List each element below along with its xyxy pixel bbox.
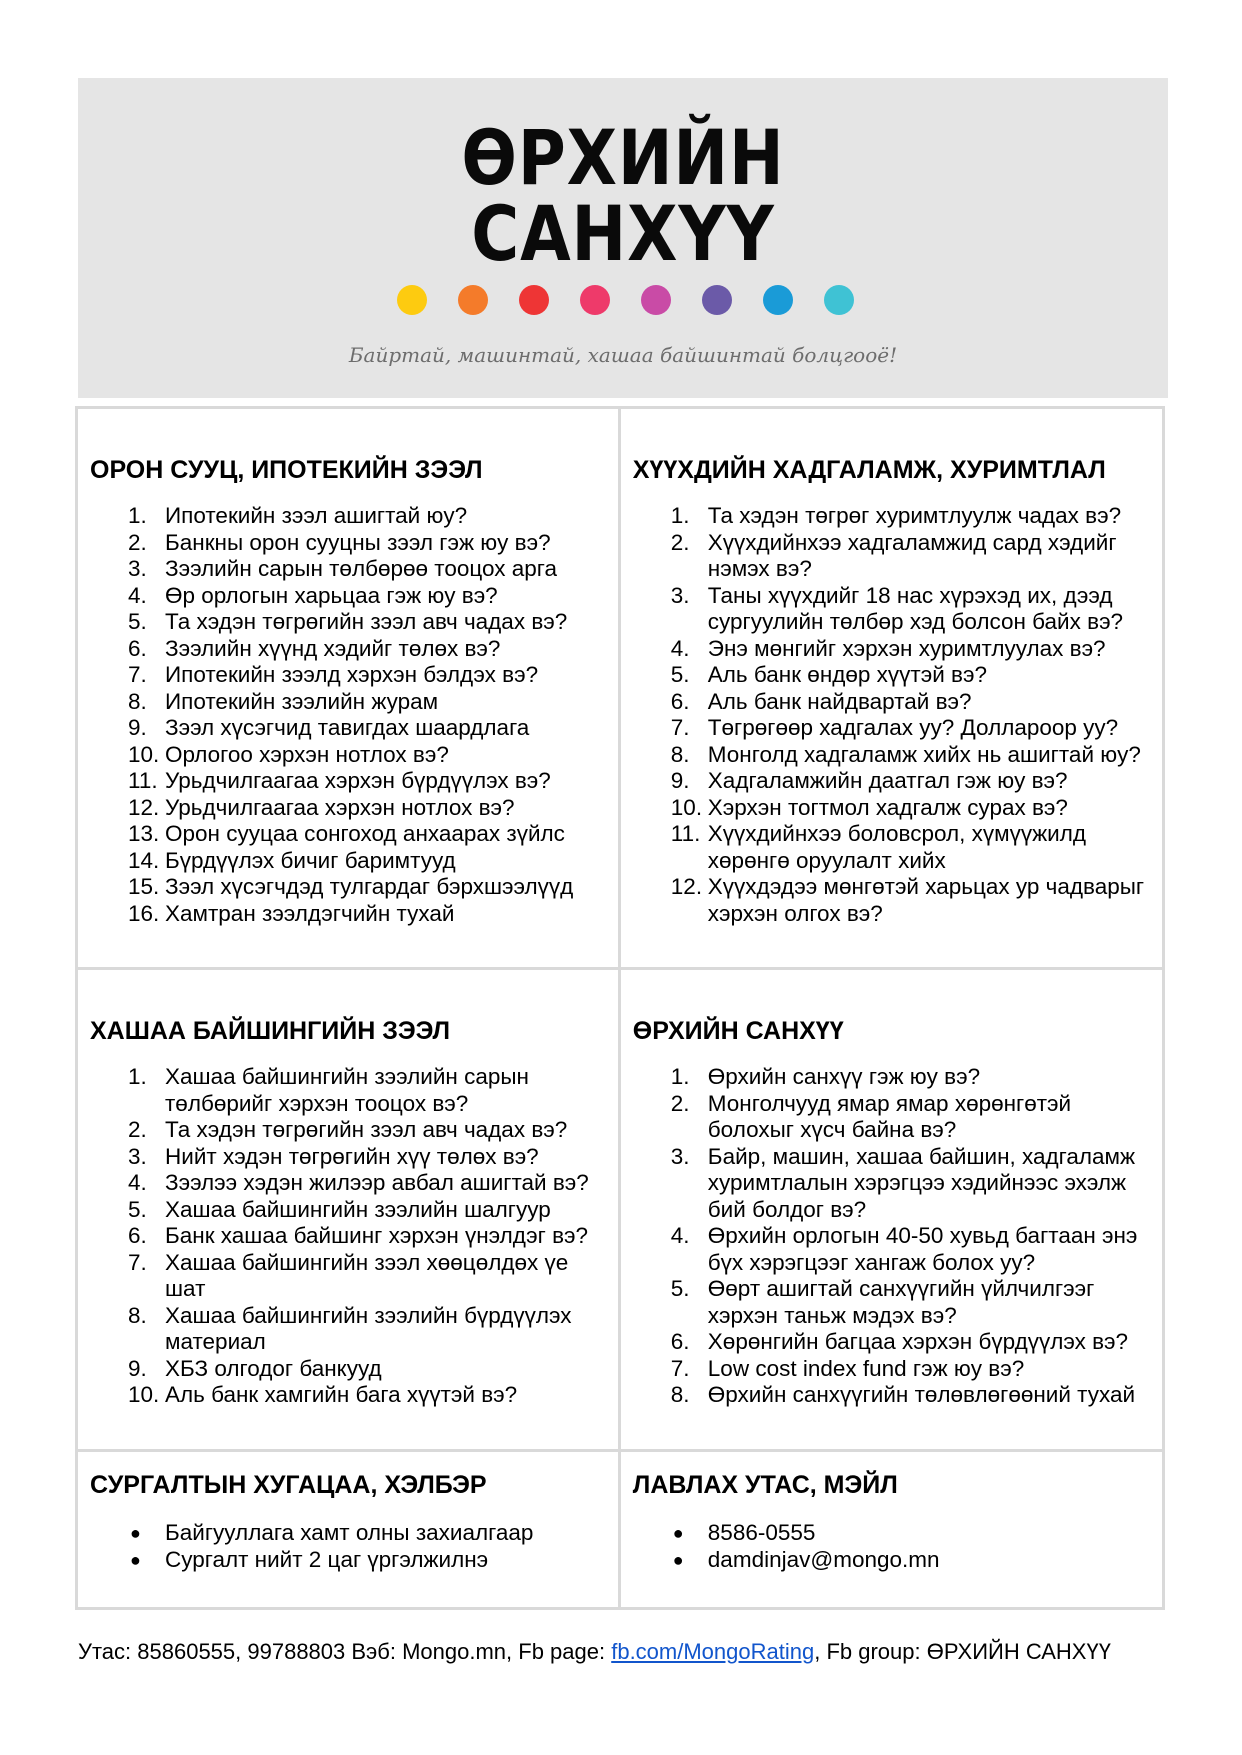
list-item-number: 4. (670, 1223, 690, 1248)
color-dots (78, 285, 1168, 315)
list-item (633, 821, 1150, 874)
bullet-item-text: Байгууллага хамт олны захиалгаар (165, 1520, 534, 1545)
list-item-number: 2. (670, 529, 690, 555)
list-item-text: Төгрөгөөр хадгалах уу? Доллароор уу? (707, 715, 1119, 740)
list-item-text: Монголчууд ямар ямар хөрөнгөтэй болохыг хүсч байна вэ? (707, 1090, 1072, 1142)
list-item-text: Та хэдэн төгрөгийн зээл авч чадах вэ? (165, 609, 568, 634)
dot-icon (702, 285, 732, 315)
list-item (90, 1303, 606, 1356)
footer-group-text: , Fb group: ӨРХИЙН САНХҮҮ (814, 1639, 1111, 1664)
list-item-number: 11. (670, 821, 701, 846)
section-title: ЛАВЛАХ УТАС, МЭЙЛ (632, 1471, 898, 1499)
list-item-number: 6. (670, 688, 690, 714)
dot-icon (641, 285, 671, 315)
section-title: ХҮҮХДИЙН ХАДГАЛАМЖ, ХУРИМТЛАЛ (632, 456, 1106, 484)
list-item-number: 4. (128, 1170, 147, 1195)
list-item-text: Өр орлогын харьцаа гэж юу вэ? (165, 582, 498, 608)
list-item-text: Хашаа байшингийн зээлийн сарын төлбөрийг хэрхэн тооцох вэ? (165, 1064, 529, 1116)
section-cell (77, 1451, 620, 1609)
list-item-number: 9. (670, 768, 690, 793)
question-list (633, 503, 1150, 927)
list-item (633, 1064, 1150, 1091)
list-item-number: 1. (670, 1064, 690, 1089)
list-item (90, 556, 606, 583)
logo-title-line1: ӨРХИЙН (461, 113, 785, 202)
list-item (633, 662, 1150, 689)
footer-contact-text: Утас: 85860555, 99788803 Вэб: Mongo.mn, Fb page: (78, 1639, 612, 1664)
list-item-text: Хэрхэн тогтмол хадгалж сурах вэ? (707, 794, 1068, 820)
list-item-number: 5. (128, 609, 147, 634)
list-item (90, 768, 606, 795)
list-item-number: 1. (128, 503, 147, 528)
list-item-number: 8. (670, 1382, 690, 1407)
list-item (633, 874, 1150, 927)
bullet-list (633, 1520, 1150, 1573)
list-item-text: Байр, машин, хашаа байшин, хадгаламж хуримтлалын хэрэгцээ хэдийнээс эхэлж бий болдог вэ? (707, 1143, 1136, 1222)
list-item-number: 2. (128, 1117, 147, 1142)
list-item-text: Нийт хэдэн төгрөгийн хүү төлөх вэ? (165, 1143, 539, 1169)
bullet-icon: ● (672, 1549, 684, 1570)
list-item (633, 636, 1150, 663)
bullet-icon: ● (672, 1523, 684, 1543)
list-item-text: Хамтран зээлдэгчийн тухай (165, 900, 455, 926)
list-item-text: Ипотекийн зээлийн журам (165, 688, 439, 714)
list-item (90, 1356, 606, 1383)
dot-icon (824, 285, 854, 315)
list-item-number: 7. (128, 662, 147, 687)
list-item-number: 10. (670, 794, 703, 820)
list-item-text: ХБЗ олгодог банкууд (165, 1355, 382, 1381)
dot-icon (763, 285, 793, 315)
list-item (633, 583, 1150, 636)
list-item-number: 10. (128, 741, 160, 767)
list-item (633, 1091, 1150, 1144)
list-item-number: 8. (670, 741, 690, 767)
list-item-number: 3. (128, 1143, 147, 1169)
bullet-item (633, 1547, 1150, 1574)
list-item-number: 2. (128, 529, 147, 555)
list-item (90, 636, 606, 663)
list-item-number: 5. (670, 1276, 690, 1301)
list-item (633, 715, 1150, 742)
logo-title-line2: САНХҮҮ (471, 189, 775, 278)
list-item-text: Банк хашаа байшинг хэрхэн үнэлдэг вэ? (165, 1223, 589, 1248)
list-item (633, 1276, 1150, 1329)
list-item-text: Хашаа байшингийн зээлийн бүрдүүлэх материал (165, 1302, 572, 1354)
list-item-text: Хүүхдэдээ мөнгөтэй харьцах ур чадварыг хэрхэн олгох вэ? (707, 874, 1145, 926)
list-item-text: Орон сууцаа сонгоход анхаарах зүйлс (165, 821, 565, 846)
list-item-text: Зээлийн хүүнд хэдийг төлөх вэ? (165, 635, 501, 661)
list-item-text: Хашаа байшингийн зээлийн шалгуур (165, 1196, 551, 1222)
list-item-text: Ипотекийн зээлд хэрхэн бэлдэх вэ? (165, 662, 539, 687)
list-item-number: 7. (670, 715, 690, 740)
list-item (90, 1117, 606, 1144)
list-item-number: 2. (670, 1090, 690, 1116)
section-title: ӨРХИЙН САНХҮҮ (632, 1017, 844, 1045)
list-item-text: Аль банк хамгийн бага хүүтэй вэ? (165, 1382, 518, 1407)
list-item-text: Хүүхдийнхээ хадгаламжид сард хэдийг нэмэх вэ? (707, 529, 1117, 581)
list-item-text: Монголд хадгаламж хийх нь ашигтай юу? (707, 741, 1141, 767)
footer (78, 1639, 1111, 1665)
list-item (633, 742, 1150, 769)
list-item (90, 1250, 606, 1303)
bullet-item-text: 8586-0555 (707, 1520, 816, 1545)
list-item-text: Өөрт ашигтай санхүүгийн үйлчилгээг хэрхэн таньж мэдэх вэ? (707, 1276, 1095, 1328)
list-item-number: 4. (670, 635, 690, 661)
bullet-list (90, 1520, 606, 1573)
list-item-number: 1. (128, 1064, 147, 1089)
section-title: ХАШАА БАЙШИНГИЙН ЗЭЭЛ (90, 1017, 451, 1045)
list-item-text: Та хэдэн төгрөг хуримтлуулж чадах вэ? (707, 503, 1122, 528)
dot-icon (519, 285, 549, 315)
list-item-text: Аль банк өндөр хүүтэй вэ? (707, 662, 987, 687)
list-item (90, 662, 606, 689)
list-item-text: Энэ мөнгийг хэрхэн хуримтлуулах вэ? (707, 635, 1106, 661)
header-banner (78, 78, 1168, 398)
section-cell (77, 969, 620, 1451)
list-item (90, 583, 606, 610)
list-item-number: 10. (128, 1382, 160, 1407)
list-item-text: Хөрөнгийн багцаа хэрхэн бүрдүүлэх вэ? (707, 1329, 1129, 1354)
list-item-number: 12. (670, 874, 703, 899)
list-item-number: 13. (128, 821, 160, 846)
list-item-number: 7. (670, 1355, 690, 1381)
list-item-number: 4. (128, 582, 147, 608)
list-item (633, 1356, 1150, 1383)
list-item (633, 689, 1150, 716)
dot-icon (458, 285, 488, 315)
dot-icon (580, 285, 610, 315)
list-item (90, 874, 606, 901)
list-item (90, 795, 606, 822)
list-item (633, 1329, 1150, 1356)
list-item (90, 821, 606, 848)
bullet-icon: ● (130, 1549, 141, 1570)
list-item-number: 8. (128, 1302, 147, 1328)
list-item (633, 1223, 1150, 1276)
list-item-number: 9. (128, 715, 147, 740)
list-item-text: Аль банк найдвартай вэ? (707, 688, 972, 714)
list-item-text: Өрхийн санхүүгийн төлөвлөгөөний тухай (707, 1382, 1136, 1407)
list-item-text: Орлогоо хэрхэн нотлох вэ? (165, 741, 449, 767)
list-item-text: Банкны орон сууцны зээл гэж юу вэ? (165, 529, 551, 555)
list-item-number: 6. (128, 635, 147, 661)
list-item (90, 503, 606, 530)
list-item-number: 9. (128, 1355, 147, 1381)
list-item (90, 689, 606, 716)
section-cell (619, 1451, 1163, 1609)
list-item-text: Өрхийн орлогын 40-50 хувьд багтаан энэ бүх хэрэгцээг хангаж болох уу? (707, 1223, 1138, 1275)
list-item-text: Ипотекийн зээл ашигтай юу? (165, 503, 468, 528)
list-item-text: Low cost index fund гэж юу вэ? (707, 1355, 1025, 1381)
question-list (633, 1064, 1150, 1409)
bullet-item (90, 1520, 606, 1547)
list-item (90, 715, 606, 742)
question-list (90, 503, 606, 927)
list-item-text: Хашаа байшингийн зээл хөөцөлдөх үе шат (165, 1249, 569, 1301)
bullet-icon: ● (130, 1523, 141, 1543)
list-item (633, 530, 1150, 583)
list-item-text: Хүүхдийнхээ боловсрол, хүмүүжилд хөрөнгө оруулалт хийх (707, 821, 1086, 873)
list-item (90, 1197, 606, 1224)
dot-icon (397, 285, 427, 315)
section-cell (619, 969, 1163, 1451)
list-item-text: Бүрдүүлэх бичиг баримтууд (165, 847, 456, 873)
section-title: СУРГАЛТЫН ХУГАЦАА, ХЭЛБЭР (90, 1471, 487, 1499)
bullet-item (90, 1547, 606, 1574)
list-item-number: 14. (128, 847, 160, 873)
list-item (90, 1144, 606, 1171)
list-item (90, 1382, 606, 1409)
list-item-number: 5. (670, 662, 690, 687)
list-item-number: 12. (128, 794, 160, 820)
list-item-number: 15. (128, 874, 160, 899)
list-item-number: 6. (128, 1223, 147, 1248)
list-item-text: Та хэдэн төгрөгийн зээл авч чадах вэ? (165, 1117, 568, 1142)
slogan: Байртай, машинтай, хашаа байшинтай болцгооё! (348, 343, 898, 367)
list-item-number: 3. (670, 582, 690, 608)
list-item (633, 795, 1150, 822)
list-item (90, 1170, 606, 1197)
list-item (633, 768, 1150, 795)
list-item-number: 11. (128, 768, 158, 793)
list-item-number: 16. (128, 900, 160, 926)
list-item-number: 5. (128, 1196, 147, 1222)
list-item (90, 742, 606, 769)
list-item-text: Зээл хүсэгчид тавигдах шаардлага (165, 715, 530, 740)
list-item-text: Таны хүүхдийг 18 нас хүрэхэд их, дээд сургуулийн төлбөр хэд болсон байх вэ? (707, 582, 1124, 634)
bullet-item-text: Сургалт нийт 2 цаг үргэлжилнэ (165, 1546, 489, 1572)
list-item-number: 6. (670, 1329, 690, 1354)
list-item-text: Зээлээ хэдэн жилээр авбал ашигтай вэ? (165, 1170, 589, 1195)
list-item (90, 901, 606, 928)
list-item-text: Зээлийн сарын төлбөрөө тооцох арга (165, 556, 557, 581)
list-item-number: 3. (670, 1143, 690, 1169)
list-item-number: 7. (128, 1249, 147, 1275)
list-item (90, 530, 606, 557)
topics-table (75, 406, 1165, 1610)
list-item (633, 503, 1150, 530)
facebook-page-link[interactable]: fb.com/MongoRating (611, 1639, 815, 1664)
bullet-item-text: damdinjav@mongo.mn (707, 1546, 940, 1572)
list-item (90, 848, 606, 875)
list-item (633, 1144, 1150, 1224)
list-item (90, 1064, 606, 1117)
section-cell (619, 408, 1163, 969)
list-item (90, 609, 606, 636)
list-item (90, 1223, 606, 1250)
list-item-text: Урьдчилгаагаа хэрхэн нотлох вэ? (165, 794, 515, 820)
list-item (633, 1382, 1150, 1409)
question-list (90, 1064, 606, 1409)
list-item-text: Хадгаламжийн даатгал гэж юу вэ? (707, 768, 1068, 793)
list-item-text: Урьдчилгаагаа хэрхэн бүрдүүлэх вэ? (165, 768, 551, 793)
section-cell (77, 408, 620, 969)
list-item-number: 3. (128, 556, 147, 581)
list-item-text: Өрхийн санхүү гэж юу вэ? (707, 1064, 981, 1089)
list-item-number: 1. (670, 503, 690, 528)
section-title: ОРОН СУУЦ, ИПОТЕКИЙН ЗЭЭЛ (90, 456, 483, 484)
bullet-item (633, 1520, 1150, 1547)
list-item-number: 8. (128, 688, 147, 714)
list-item-text: Зээл хүсэгчдэд тулгардаг бэрхшээлүүд (165, 874, 574, 899)
